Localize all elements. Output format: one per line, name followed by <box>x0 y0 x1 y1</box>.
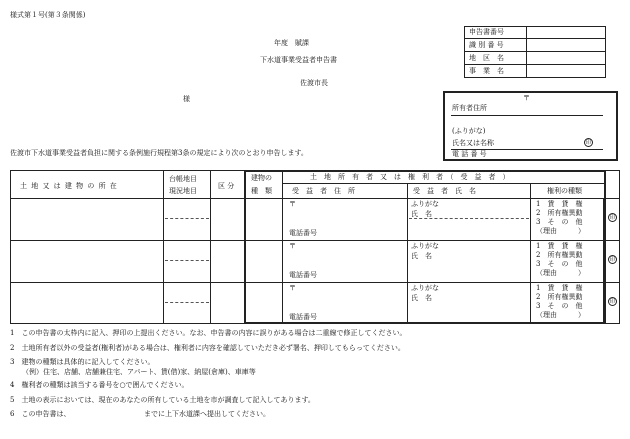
row1-right-2: 2 所有権異動 <box>536 209 583 217</box>
note-6: 6 この申告書は、 までに上下水道課へ提出してください。 <box>10 410 270 418</box>
note-1: 1 この申告書の太枠内に記入、押印の上提出ください。なお、申告書の内容に誤りがある場合は二重線で修正してください。 <box>10 329 407 337</box>
row3-name: 氏 名 <box>411 294 432 302</box>
row3-reason: （理由 ） <box>536 311 585 319</box>
office-label-project: 事 業 名 <box>469 67 504 75</box>
office-label-application-no: 申告書番号 <box>469 28 504 36</box>
note-2: 2 土地所有者以外の受益者(権利者)がある場合は、権利者に内容を確認していただき必ず署名、押印してもらってください。 <box>10 344 405 352</box>
col-ledger: 台帳地目 <box>169 175 197 183</box>
row1-right-3: 3 そ の 他 <box>536 218 583 226</box>
col-address: 受 益 者 住 所 <box>292 187 355 195</box>
row2-right-3: 3 そ の 他 <box>536 260 583 268</box>
row2-seal-icon: 印 <box>609 257 616 263</box>
col-building-type: 種 類 <box>251 187 272 195</box>
row2-reason: （理由 ） <box>536 269 585 277</box>
applicant-address-label: 所有者住所 <box>452 104 487 112</box>
col-actual: 現況地目 <box>169 187 197 195</box>
office-label-id-no: 識 別 番 号 <box>469 41 504 49</box>
row1-phone-label: 電話番号 <box>289 229 317 237</box>
col-owner-group: 土 地 所 有 者 又 は 権 利 者 （ 受 益 者 ） <box>310 173 510 181</box>
col-name: 受 益 者 氏 名 <box>413 187 476 195</box>
row3-seal-icon: 印 <box>609 299 616 305</box>
form-number: 様式第１号(第３条関係) <box>10 11 86 19</box>
row2-postal-mark: 〒 <box>289 242 296 250</box>
applicant-postal-mark: 〒 <box>523 94 530 102</box>
row3-right-3: 3 そ の 他 <box>536 302 583 310</box>
applicant-phone-label: 電 話 番 号 <box>452 150 487 158</box>
note-3: 3 建物の種類は具体的に記入してください。 <box>10 358 155 366</box>
row1-seal-icon: 印 <box>609 215 616 221</box>
note-4: 4 権利者の種類は該当する番号を○で囲んでください。 <box>10 381 189 389</box>
row3-furigana: ふりがな <box>411 284 439 292</box>
note-3-example: （例）住宅、店舗、店舗兼住宅、アパート、賃(借)家、納屋(倉庫)、車庫等 <box>22 368 256 376</box>
col-right: 権利の種類 <box>547 187 582 195</box>
col-class: 区 分 <box>218 182 235 190</box>
year-line: 年度 賦課 <box>274 39 309 47</box>
row2-phone-label: 電話番号 <box>289 271 317 279</box>
row1-postal-mark: 〒 <box>289 200 296 208</box>
applicant-seal-icon: 印 <box>585 140 592 146</box>
row1-furigana: ふりがな <box>411 200 439 208</box>
row2-furigana: ふりがな <box>411 242 439 250</box>
row1-reason: （理由 ） <box>536 227 585 235</box>
row1-name: 氏 名 <box>411 210 432 218</box>
office-label-district: 地 区 名 <box>469 54 504 62</box>
col-location: 土 地 又 は 建 物 の 所 在 <box>20 182 118 190</box>
col-building: 建物の <box>251 174 272 182</box>
note-5: 5 土地の表示においては、現在のあなたの所有している土地を市が調査して記入してあります。 <box>10 396 315 404</box>
addressee: 佐渡市長 <box>300 79 328 87</box>
declaration: 佐渡市下水道事業受益者負担に関する条例施行規程第3条の規定により次のとおり申告します。 <box>10 149 308 157</box>
row3-phone-label: 電話番号 <box>289 313 317 321</box>
applicant-furigana-label: (ふりがな) <box>452 127 486 135</box>
row2-right-2: 2 所有権異動 <box>536 251 583 259</box>
row2-right-1: 1 賃 貸 権 <box>536 242 583 250</box>
honorific: 様 <box>183 95 190 103</box>
applicant-name-label: 氏名又は名称 <box>452 139 494 147</box>
row3-right-2: 2 所有権異動 <box>536 293 583 301</box>
row3-postal-mark: 〒 <box>289 284 296 292</box>
row1-right-1: 1 賃 貸 権 <box>536 200 583 208</box>
row3-right-1: 1 賃 貸 権 <box>536 284 583 292</box>
form-title: 下水道事業受益者申告書 <box>260 56 337 64</box>
row2-name: 氏 名 <box>411 252 432 260</box>
